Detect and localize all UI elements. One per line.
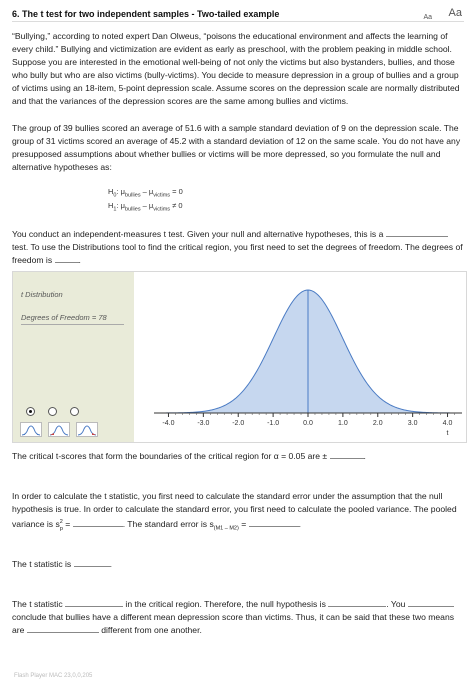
critical-paragraph: The critical t-scores that form the boundaries of the critical region for α = 0.05 are ± . <box>12 451 366 461</box>
question-title: 6. The t test for two independent samples - Two-tailed example <box>12 9 280 19</box>
t-statistic-input[interactable] <box>74 558 110 567</box>
x-tick-label: 3.0 <box>407 420 418 427</box>
distributions-tool <box>12 271 467 443</box>
df-dropdown[interactable] <box>55 254 79 263</box>
standard-error-paragraph: In order to calculate the t statistic, you first need to calculate the standard error under the assumption that the null hypothesis is true. In order to calculate the standard error, you first need to calculate the pooled variance. The pooled variance is $s^2_p$ = . The standard error is $s_{(M1 - M2)}$ = . <box>12 491 457 532</box>
test-type-dropdown[interactable] <box>386 228 448 237</box>
conclusion-paragraph: The t statistic in the critical region. Therefore, the null hypothesis is . You conclude that bullies have a different mean depression score than victims. Thus, it can be said that these two means are different from one another. <box>12 599 455 635</box>
player-version: Flash Player MAC 23,0,0,205 <box>14 673 93 679</box>
distribution-label: t Distribution <box>21 290 63 299</box>
x-tick-label: 4.0 <box>442 420 453 427</box>
left-tail-icon[interactable] <box>48 422 70 437</box>
x-tick-label: 1.0 <box>338 420 348 427</box>
question-header <box>12 6 464 22</box>
right-tail-radio[interactable] <box>70 407 79 416</box>
df-slider-label: Degrees of Freedom = 78 <box>21 313 107 322</box>
left-tail-radio[interactable] <box>48 407 57 416</box>
pooled-variance-input[interactable] <box>73 518 123 527</box>
x-tick-label: 0.0 <box>303 420 313 427</box>
t-statistic-paragraph: The t statistic is . <box>12 559 112 569</box>
two-tail-radio[interactable] <box>26 407 35 416</box>
standard-error-input[interactable] <box>249 518 299 527</box>
null-decision-dropdown[interactable] <box>328 598 386 607</box>
can-conclude-dropdown[interactable] <box>408 598 454 607</box>
x-tick-label: -3.0 <box>197 420 210 427</box>
font-increase-button[interactable]: Aa <box>448 7 462 19</box>
font-decrease-button[interactable]: Aa <box>423 14 432 21</box>
critical-region-dropdown[interactable] <box>65 598 123 607</box>
alternative-hypothesis: $H_1$: $\mu_{bullies} - \mu_{victims} \ne 0$ <box>108 201 183 213</box>
two-tail-icon[interactable] <box>20 422 42 437</box>
x-tick-label: -4.0 <box>162 420 175 427</box>
intro-paragraph: “Bullying,” according to noted expert Dan Olweus, “poisons the educational environment and affects the learning of every child.” Bullying and victimization are evident as early as preschool, with the problem peaking in middle school. Suppose you are interested in the emotional well-being of not only the victims but also bystanders, bullies, and those who bully but who are also victims (bully-victims). You decide to measure depression in a group of bullies and a group of victims using an 18-item, 5-point depression scale. Assume scores on the depression scale are normally distributed and that the variances of the depression scores are the same among bullies and victims. <box>12 31 460 106</box>
t-distribution-chart[interactable] <box>134 272 466 442</box>
significance-dropdown[interactable] <box>27 624 99 633</box>
x-axis-label: t <box>446 430 449 437</box>
tool-controls-panel <box>13 272 134 442</box>
x-tick-label: -2.0 <box>232 420 245 427</box>
x-tick-label: 2.0 <box>372 420 383 427</box>
x-tick-label: -1.0 <box>267 420 280 427</box>
data-paragraph: The group of 39 bullies scored an average of 51.6 with a sample standard deviation of 9 on the depression scale. The group of 31 victims scored an average of 45.2 with a standard deviation of 12 on the same scale. You do not have any presupposed assumptions about whether bullies or victims will be more depressed, so you formulate the null and alternative hypotheses as: <box>12 123 461 172</box>
df-slider-track[interactable] <box>21 324 124 325</box>
null-hypothesis: $H_0$: $\mu_{bullies} - \mu_{victims} = 0$ <box>108 187 183 199</box>
critical-t-input[interactable] <box>330 450 364 459</box>
df-paragraph: You conduct an independent-measures t test. Given your null and alternative hypotheses, this is a test. To use the Distributions tool to find the critical region, you first need to set the degrees of freedom. The degrees of freedom is . <box>12 229 463 265</box>
right-tail-icon[interactable] <box>76 422 98 437</box>
